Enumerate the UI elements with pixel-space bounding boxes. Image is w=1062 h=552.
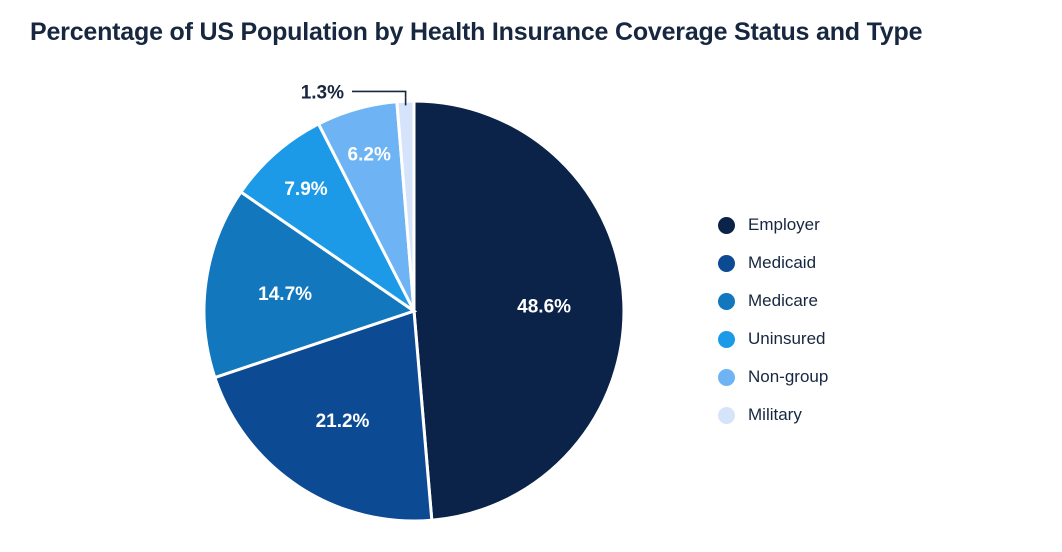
data-label-military: 1.3% [300,82,344,104]
pie-chart [204,82,624,536]
page-title: Percentage of US Population by Health Insurance Coverage Status and Type [30,18,923,46]
legend-swatch-icon [718,407,735,424]
legend-label: Non-group [748,367,829,386]
pie-svg [204,82,624,536]
legend-label: Medicare [748,291,818,310]
data-label-employer: 48.6% [517,296,572,318]
legend-label: Uninsured [748,329,826,348]
legend-label: Employer [748,215,820,234]
legend-label: Military [748,405,802,424]
data-label-uninsured: 7.9% [284,178,328,200]
data-label-medicare: 14.7% [258,283,313,305]
legend-swatch-icon [718,217,735,234]
legend-item-employer[interactable] [718,206,968,244]
legend-swatch-icon [718,331,735,348]
legend [718,206,968,434]
legend-item-non-group[interactable] [718,358,968,396]
legend-item-medicaid[interactable] [718,244,968,282]
legend-swatch-icon [718,255,735,272]
legend-label: Medicaid [748,253,817,272]
data-label-medicaid: 21.2% [315,410,370,432]
legend-item-medicare[interactable] [718,282,968,320]
legend-item-uninsured[interactable] [718,320,968,358]
data-label-non-group: 6.2% [347,144,391,166]
legend-item-military[interactable] [718,396,968,434]
legend-swatch-icon [718,369,735,386]
legend-swatch-icon [718,293,735,310]
